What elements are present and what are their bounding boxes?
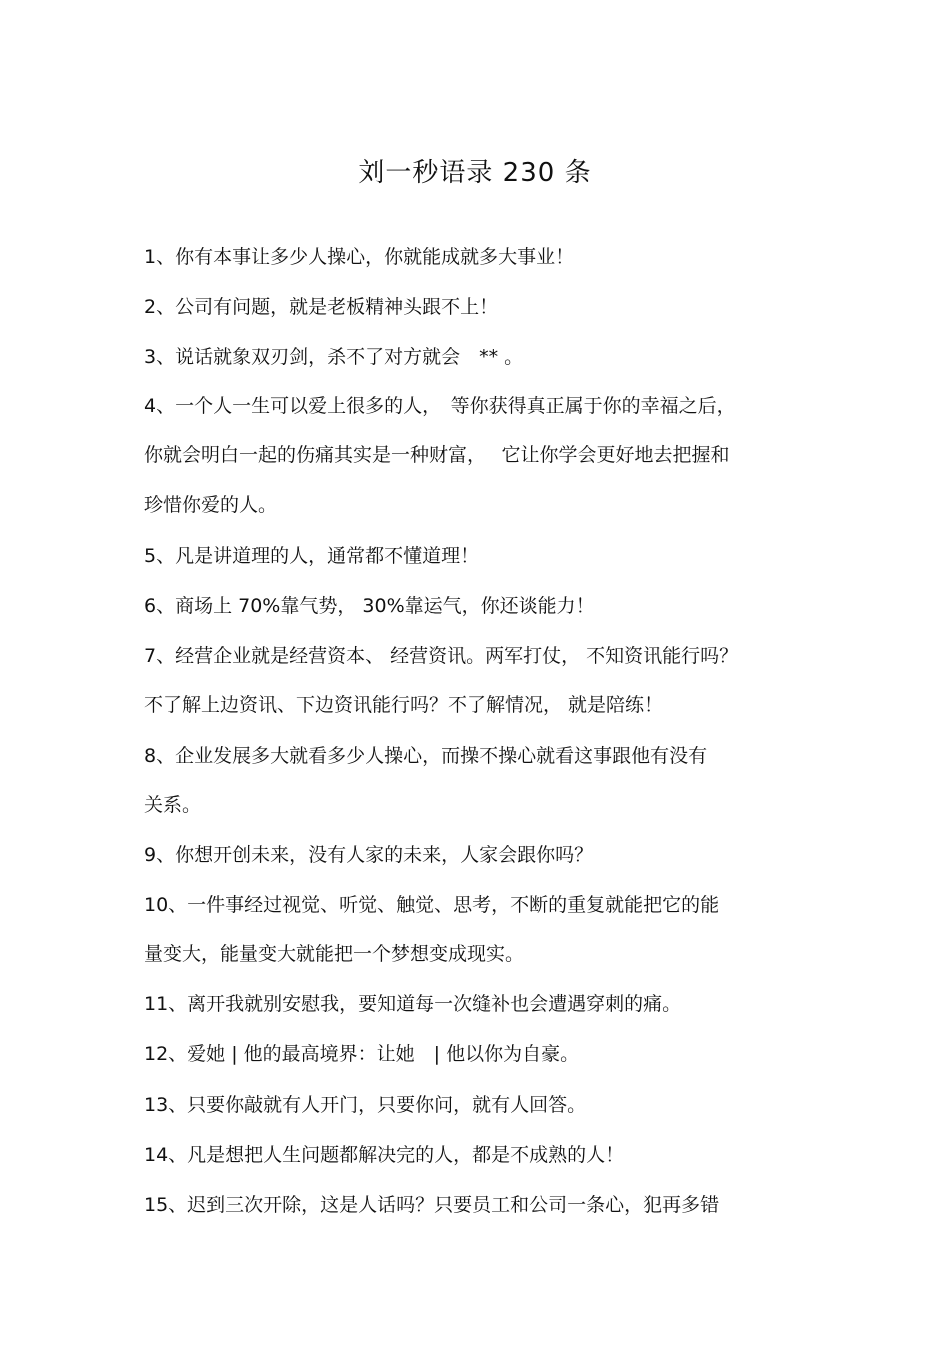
text-line: 11、离开我就别安慰我，要知道每一次缝补也会遭遇穿刺的痛。 — [144, 993, 682, 1015]
text-line: 量变大，能量变大就能把一个梦想变成现实。 — [144, 943, 525, 965]
text-line: 珍惜你爱的人。 — [144, 494, 278, 516]
text-line: 10、一件事经过视觉、听觉、触觉、思考，不断的重复就能把它的能 — [144, 894, 720, 916]
text-line: 不了解上边资讯、下边资讯能行吗？不了解情况， 就是陪练！ — [144, 694, 664, 716]
text-line: 12、爱她 | 他的最高境界：让她 | 他以你为自豪。 — [144, 1043, 580, 1065]
text-line: 3、说话就象双刃剑，杀不了对方就会 ** 。 — [144, 346, 524, 368]
text-line: 2、公司有问题，就是老板精神头跟不上！ — [144, 296, 499, 318]
text-line: 8、企业发展多大就看多少人操心，而操不操心就看这事跟他有没有 — [144, 745, 708, 767]
text-line: 14、凡是想把人生问题都解决完的人，都是不成熟的人！ — [144, 1144, 625, 1166]
text-line: 9、你想开创未来，没有人家的未来，人家会跟你吗？ — [144, 844, 594, 866]
text-line: 4、一个人一生可以爱上很多的人， 等你获得真正属于你的幸福之后， — [144, 395, 736, 417]
text-line: 13、只要你敲就有人开门，只要你问，就有人回答。 — [144, 1094, 587, 1116]
text-line: 关系。 — [144, 794, 202, 816]
text-line: 7、经营企业就是经营资本、 经营资讯。两军打仗， 不知资讯能行吗？ — [144, 645, 739, 667]
text-line: 6、商场上 70%靠气势， 30%靠运气，你还谈能力！ — [144, 595, 595, 617]
text-line: 1、你有本事让多少人操心，你就能成就多大事业！ — [144, 246, 575, 268]
document-title: 刘一秒语录 230 条 — [358, 158, 592, 188]
text-line: 你就会明白一起的伤痛其实是一种财富， 它让你学会更好地去把握和 — [144, 444, 730, 466]
text-line: 15、迟到三次开除，这是人话吗？只要员工和公司一条心，犯再多错 — [144, 1194, 720, 1216]
text-line: 5、凡是讲道理的人，通常都不懂道理！ — [144, 545, 480, 567]
